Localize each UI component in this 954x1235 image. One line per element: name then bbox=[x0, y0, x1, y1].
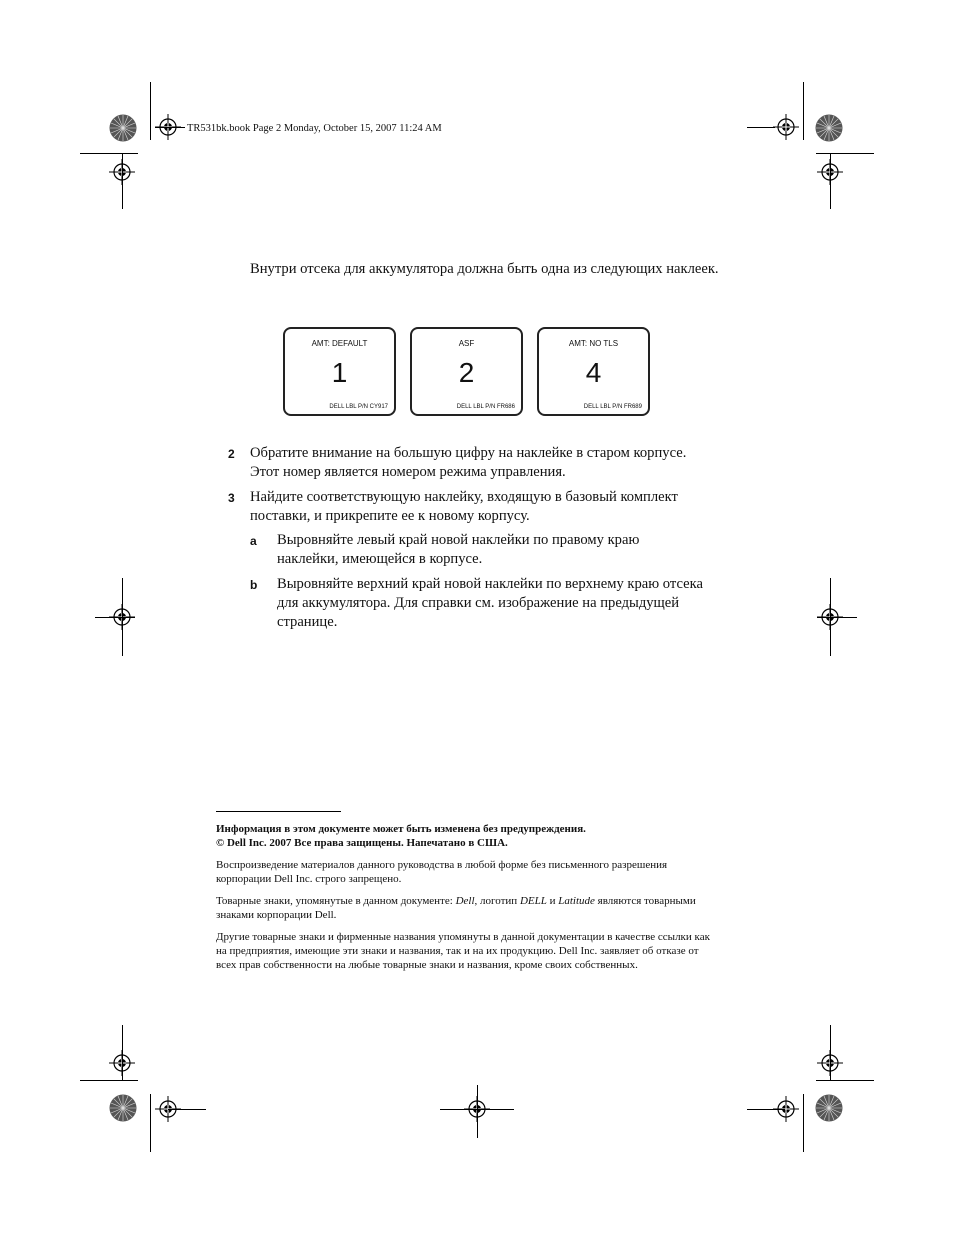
label-mode-text: ASF bbox=[458, 339, 475, 348]
trademark-dell-logo: DELL bbox=[519, 895, 547, 907]
label-card bbox=[537, 327, 650, 416]
footer-notice bbox=[216, 822, 716, 850]
label-number: 1 bbox=[331, 357, 348, 388]
trademark-text: , логотип bbox=[474, 895, 520, 907]
label-part-number: DELL LBL P/N FR689 bbox=[583, 404, 642, 410]
label-mode-text: AMT: NO TLS bbox=[568, 339, 619, 348]
other-trademarks-notice: Другие товарные знаки и фирменные названия упомянуты в данной документации в качестве ссылки как на предприятия, имеющие эти знаки и названия, так и на их продукцию. Dell Inc. заявляет об отказе от всех прав собственности на любые товарные знаки и названия, кроме своих собственных. bbox=[216, 931, 710, 971]
trademark-text: и bbox=[546, 895, 559, 907]
star-target-icon bbox=[815, 114, 843, 142]
label-part-number: DELL LBL P/N FR686 bbox=[456, 404, 515, 410]
substep-letter: b bbox=[250, 578, 258, 592]
label-part-number: DELL LBL P/N CY917 bbox=[329, 404, 388, 410]
trademark-text: являются товарными знаками корпорации Dell. bbox=[216, 895, 696, 921]
step-text: Обратите внимание на большую цифру на наклейке в старом корпусе. Этот номер является номером режима управления. bbox=[250, 445, 687, 480]
substep-letter: a bbox=[250, 534, 257, 548]
star-target-icon bbox=[109, 1094, 137, 1122]
label-mode-text: AMT: DEFAULT bbox=[311, 339, 368, 348]
page-slug: TR531bk.book Page 2 Monday, October 15, 2007 11:24 AM bbox=[187, 123, 442, 134]
substep-text: Выровняйте верхний край новой наклейки по верхнему краю отсека для аккумулятора. Для справки см. изображение на предыдущей странице. bbox=[277, 576, 703, 630]
reproduction-notice: Воспроизведение материалов данного руководства в любой форме без письменного разрешения корпорации Dell Inc. строго запрещено. bbox=[216, 859, 668, 885]
substep-text: Выровняйте левый край новой наклейки по правому краю наклейки, имеющейся в корпусе. bbox=[277, 532, 640, 567]
step-number: 3 bbox=[228, 491, 235, 505]
trademark-latitude: Latitude bbox=[558, 895, 595, 907]
footer-rule bbox=[216, 811, 341, 812]
star-target-icon bbox=[815, 1094, 843, 1122]
label-number: 4 bbox=[585, 357, 602, 388]
label-card bbox=[410, 327, 523, 416]
trademark-notice bbox=[216, 894, 716, 922]
step-text: Найдите соответствующую наклейку, входящую в базовый комплект поставки, и прикрепите ее к новому корпусу. bbox=[250, 489, 678, 524]
registration-mark-icon bbox=[773, 114, 799, 140]
intro-paragraph: Внутри отсека для аккумулятора должна быть одна из следующих наклеек. bbox=[250, 261, 719, 277]
label-card bbox=[283, 327, 396, 416]
step-number: 2 bbox=[228, 447, 235, 461]
copyright-line: © Dell Inc. 2007 Все права защищены. Напечатано в США. bbox=[216, 837, 508, 849]
label-number: 2 bbox=[458, 357, 475, 388]
trademark-dell: Dell bbox=[455, 895, 475, 907]
trademark-text: Товарные знаки, упомянутые в данном документе: bbox=[216, 895, 456, 907]
star-target-icon bbox=[109, 114, 137, 142]
notice-line: Информация в этом документе может быть изменена без предупреждения. bbox=[216, 823, 586, 835]
